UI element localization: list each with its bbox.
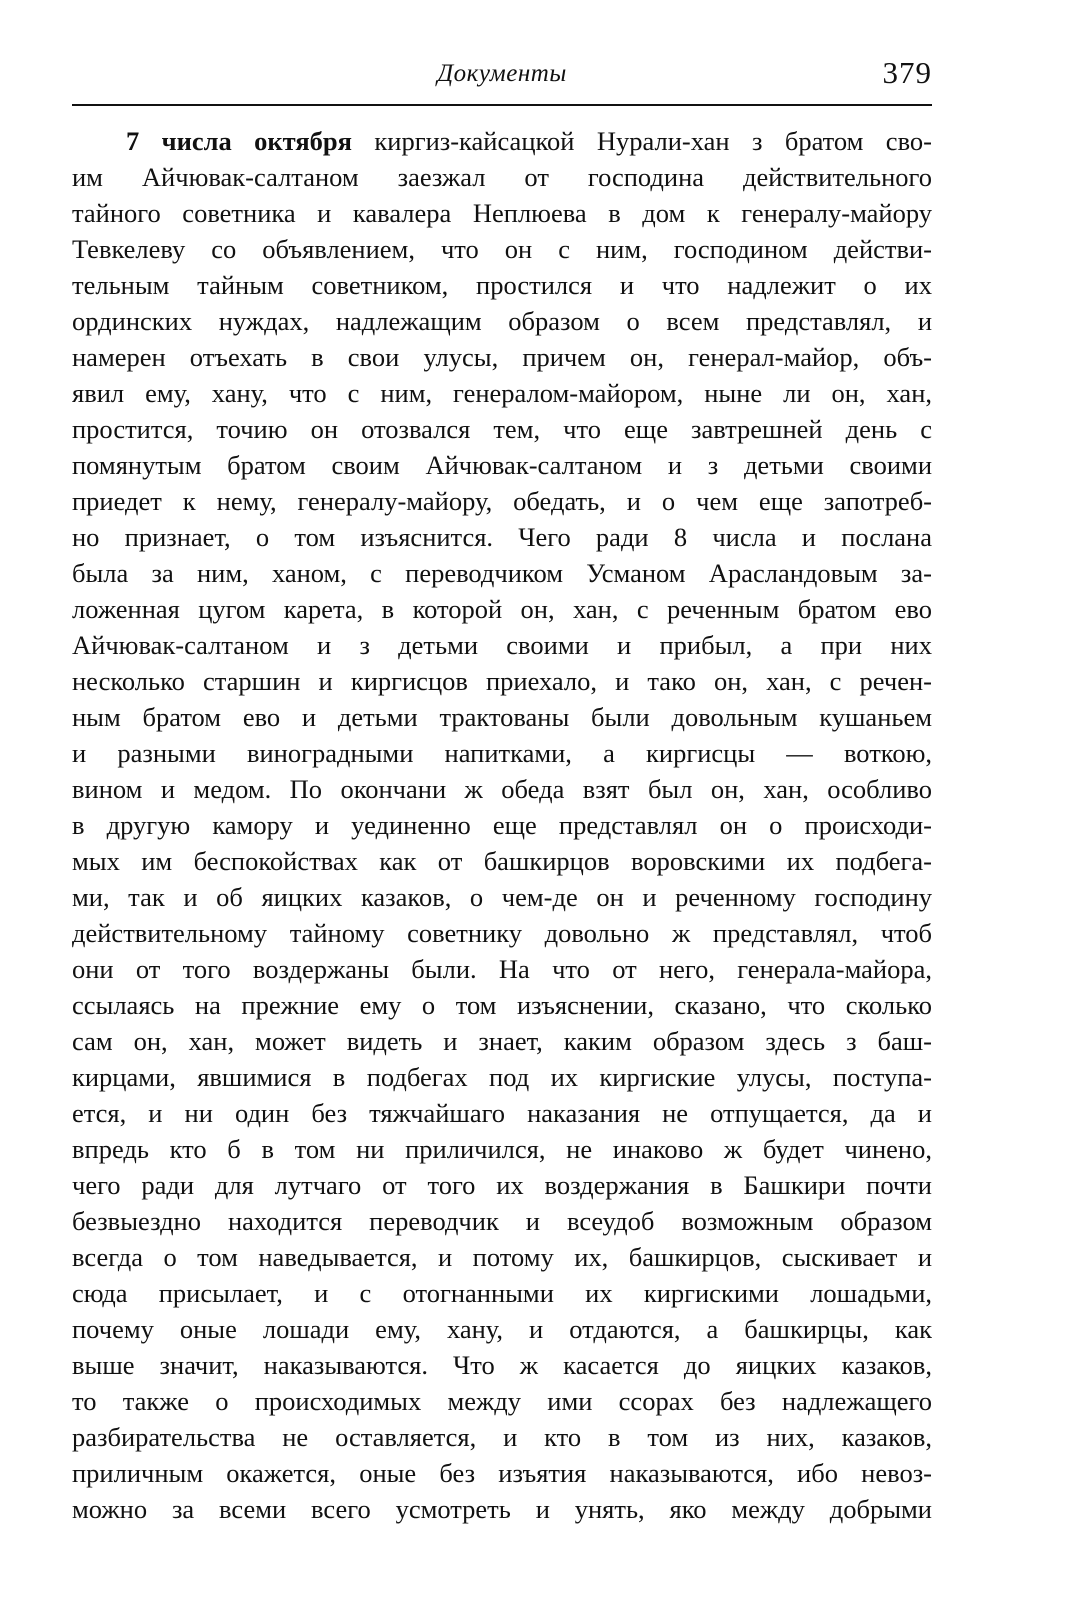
text-line: сюда присылает, и с отогнанными их киргискими лошадьми, <box>72 1278 932 1308</box>
text-line: разбирательства не оставляется, и кто в том из них, казаков, <box>72 1422 932 1452</box>
text-line: явил ему, хану, что с ним, генералом-майором, ныне ли он, хан, <box>72 378 932 408</box>
text-line: ординских нуждах, надлежащим образом о всем представлял, и <box>72 306 932 336</box>
text-line: и разными виноградными напитками, а киргисцы — воткою, <box>72 738 932 768</box>
text-line: приедет к нему, генералу-майору, обедать, и о чем еще запотреб- <box>72 486 932 516</box>
text-line: вином и медом. По окончани ж обеда взят был он, хан, особливо <box>72 774 932 804</box>
text-line: тельным тайным советником, простился и что надлежит о их <box>72 270 932 300</box>
text-line: чего ради для лутчаго от того их воздержания в Башкири почти <box>72 1170 932 1200</box>
text-line: была за ним, ханом, с переводчиком Усманом Арасландовым за- <box>72 558 932 588</box>
text-line: действительному тайному советнику довольно ж представлял, чтоб <box>72 918 932 948</box>
text-line: ложенная цугом карета, в которой он, хан, с реченным братом ево <box>72 594 932 624</box>
text-line: выше значит, наказываются. Что ж касается до яицких казаков, <box>72 1350 932 1380</box>
text-line: простится, точию он отозвался тем, что еще завтрешней день с <box>72 414 932 444</box>
text-line: приличным окажется, оные без изъятия наказываются, ибо невоз- <box>72 1458 932 1488</box>
text-line <box>72 123 932 159</box>
text-line: мых им беспокойствах как от башкирцов воровскими их подбега- <box>72 846 932 876</box>
text-line: впредь кто б в том ни приличился, не инаково ж будет чинено, <box>72 1134 932 1164</box>
page-number: 379 <box>882 55 932 90</box>
text-line: то также о происходимых между ими ссорах без надлежащего <box>72 1386 932 1416</box>
running-header <box>72 55 932 103</box>
text-line: помянутым братом своим Айчювак-салтаном и з детьми своими <box>72 450 932 480</box>
line-text: киргиз-кайсацкой Нурали-хан з братом сво- <box>352 126 932 156</box>
text-line: кирцами, явшимися в подбегах под их киргиские улусы, поступа- <box>72 1062 932 1092</box>
text-line: в другую камору и уединенно еще представлял он о происходи- <box>72 810 932 840</box>
text-line: несколько старшин и киргисцов приехало, и тако он, хан, с речен- <box>72 666 932 696</box>
header-rule <box>72 104 932 106</box>
text-line: но признает, о том изъяснится. Чего ради 8 числа и послана <box>72 522 932 552</box>
text-line: ссылаясь на прежние ему о том изъяснении, сказано, что сколько <box>72 990 932 1020</box>
text-line: намерен отъехать в свои улусы, причем он, генерал-майор, объ- <box>72 342 932 372</box>
text-line: ми, так и об яицких казаков, о чем-де он и реченному господину <box>72 882 932 912</box>
text-line: безвыездно находится переводчик и всеудоб возможным образом <box>72 1206 932 1236</box>
text-line: ным братом ево и детьми трактованы были довольным кушаньем <box>72 702 932 732</box>
text-line: ется, и ни один без тяжчайшаго наказания не отпущается, да и <box>72 1098 932 1128</box>
text-line: тайного советника и кавалера Неплюева в дом к генералу-майору <box>72 198 932 228</box>
text-line: всегда о том наведывается, и потому их, башкирцов, сыскивает и <box>72 1242 932 1272</box>
text-line: почему оные лошади ему, хану, и отдаются, а башкирцы, как <box>72 1314 932 1344</box>
running-title: Документы <box>437 60 567 87</box>
text-line: они от того воздержаны были. На что от него, генерала-майора, <box>72 954 932 984</box>
text-line: сам он, хан, может видеть и знает, каким образом здесь з баш- <box>72 1026 932 1056</box>
text-line: Айчювак-салтаном и з детьми своими и прибыл, а при них <box>72 630 932 660</box>
text-line: Тевкелеву со объявлением, что он с ним, господином действи- <box>72 234 932 264</box>
body-text <box>72 123 932 1527</box>
text-line: можно за всеми всего усмотреть и унять, яко между добрыми <box>72 1494 932 1524</box>
date-lead: 7 числа октября <box>126 126 352 156</box>
text-line: им Айчювак-салтаном заезжал от господина действительного <box>72 162 932 192</box>
